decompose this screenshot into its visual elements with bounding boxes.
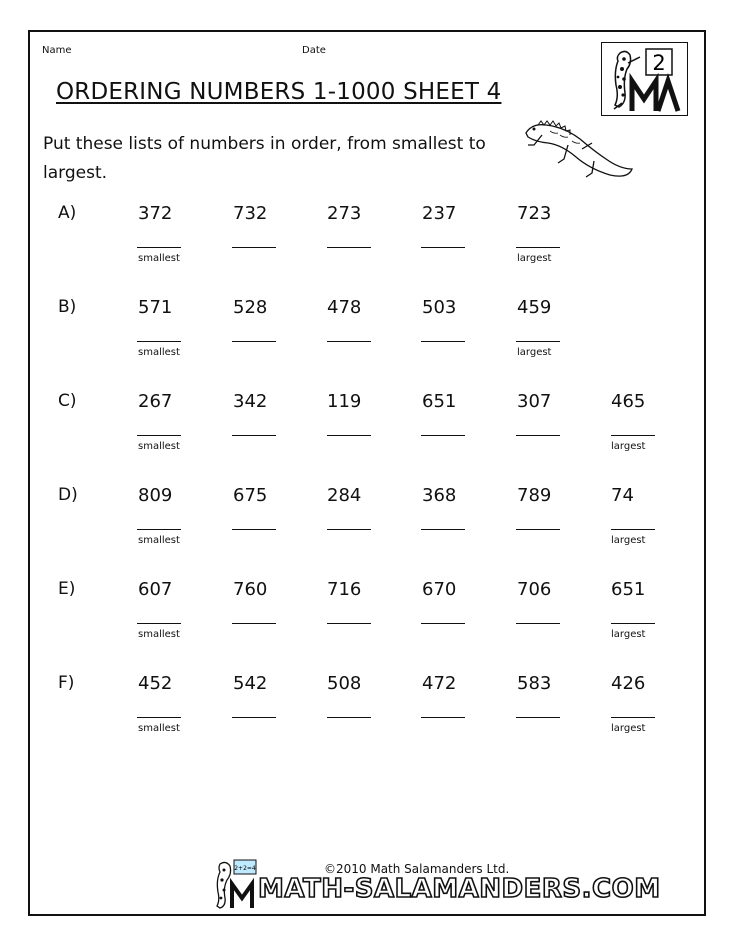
number-value: 675 [233, 485, 268, 506]
row-letter: E) [58, 579, 76, 599]
answer-blank[interactable] [516, 623, 560, 624]
question-row-f [0, 673, 736, 767]
number-value: 459 [517, 297, 552, 318]
number-value: 74 [611, 485, 634, 506]
answer-blank[interactable] [327, 623, 371, 624]
number-value: 273 [327, 203, 362, 224]
answer-blank[interactable] [232, 435, 276, 436]
answer-blank[interactable] [421, 529, 465, 530]
question-row-a [0, 203, 736, 297]
number-value: 372 [138, 203, 173, 224]
number-value: 237 [422, 203, 457, 224]
site-brand[interactable]: MATH-SALAMANDERS.COM [258, 874, 661, 904]
salamander-logo-icon [602, 43, 686, 114]
number-value: 716 [327, 579, 362, 600]
number-value: 760 [233, 579, 268, 600]
smallest-label: smallest [138, 535, 180, 546]
question-row-b [0, 297, 736, 391]
largest-label: largest [517, 253, 552, 264]
largest-label: largest [611, 441, 646, 452]
question-row-d [0, 485, 736, 579]
number-value: 723 [517, 203, 552, 224]
row-letter: A) [58, 203, 77, 223]
number-value: 651 [611, 579, 646, 600]
answer-blank[interactable] [516, 341, 560, 342]
answer-blank[interactable] [421, 717, 465, 718]
answer-blank[interactable] [516, 247, 560, 248]
number-value: 503 [422, 297, 457, 318]
smallest-label: smallest [138, 347, 180, 358]
answer-blank[interactable] [137, 435, 181, 436]
board-text: 2+2=4 [234, 865, 256, 872]
number-value: 368 [422, 485, 457, 506]
grade-number: 2 [652, 51, 666, 75]
smallest-label: smallest [138, 441, 180, 452]
answer-blank[interactable] [232, 717, 276, 718]
number-value: 542 [233, 673, 268, 694]
answer-blank[interactable] [327, 717, 371, 718]
number-value: 607 [138, 579, 173, 600]
number-value: 670 [422, 579, 457, 600]
row-letter: B) [58, 297, 77, 317]
answer-blank[interactable] [421, 341, 465, 342]
smallest-label: smallest [138, 629, 180, 640]
largest-label: largest [517, 347, 552, 358]
answer-blank[interactable] [137, 623, 181, 624]
number-value: 284 [327, 485, 362, 506]
largest-label: largest [611, 535, 646, 546]
answer-blank[interactable] [516, 529, 560, 530]
worksheet-title: ORDERING NUMBERS 1-1000 SHEET 4 [56, 79, 502, 105]
answer-blank[interactable] [421, 247, 465, 248]
grade-logo [601, 42, 688, 116]
answer-blank[interactable] [611, 623, 655, 624]
answer-blank[interactable] [137, 717, 181, 718]
answer-blank[interactable] [516, 717, 560, 718]
answer-blank[interactable] [327, 435, 371, 436]
number-value: 452 [138, 673, 173, 694]
number-value: 809 [138, 485, 173, 506]
number-value: 706 [517, 579, 552, 600]
answer-blank[interactable] [232, 529, 276, 530]
largest-label: largest [611, 723, 646, 734]
name-label: Name [42, 45, 72, 56]
smallest-label: smallest [138, 723, 180, 734]
date-label: Date [302, 45, 326, 56]
number-value: 465 [611, 391, 646, 412]
answer-blank[interactable] [137, 341, 181, 342]
number-value: 426 [611, 673, 646, 694]
answer-blank[interactable] [611, 529, 655, 530]
answer-blank[interactable] [516, 435, 560, 436]
answer-blank[interactable] [421, 435, 465, 436]
question-row-e [0, 579, 736, 673]
number-value: 508 [327, 673, 362, 694]
number-value: 478 [327, 297, 362, 318]
answer-blank[interactable] [232, 341, 276, 342]
number-value: 789 [517, 485, 552, 506]
answer-blank[interactable] [137, 247, 181, 248]
answer-blank[interactable] [327, 529, 371, 530]
number-value: 583 [517, 673, 552, 694]
row-letter: D) [58, 485, 78, 505]
number-value: 651 [422, 391, 457, 412]
row-letter: F) [58, 673, 75, 693]
number-value: 732 [233, 203, 268, 224]
question-row-c [0, 391, 736, 485]
answer-blank[interactable] [421, 623, 465, 624]
answer-blank[interactable] [327, 247, 371, 248]
answer-blank[interactable] [327, 341, 371, 342]
row-letter: C) [58, 391, 77, 411]
answer-blank[interactable] [137, 529, 181, 530]
copyright: ©2010 Math Salamanders Ltd. [324, 862, 510, 876]
answer-blank[interactable] [611, 717, 655, 718]
number-value: 571 [138, 297, 173, 318]
answer-blank[interactable] [232, 247, 276, 248]
number-value: 119 [327, 391, 362, 412]
salamander-illustration-icon [520, 113, 645, 193]
instructions: Put these lists of numbers in order, from smallest to largest. [43, 134, 486, 183]
largest-label: largest [611, 629, 646, 640]
number-value: 472 [422, 673, 457, 694]
number-value: 342 [233, 391, 268, 412]
smallest-label: smallest [138, 253, 180, 264]
number-value: 528 [233, 297, 268, 318]
answer-blank[interactable] [611, 435, 655, 436]
number-value: 307 [517, 391, 552, 412]
answer-blank[interactable] [232, 623, 276, 624]
number-value: 267 [138, 391, 173, 412]
